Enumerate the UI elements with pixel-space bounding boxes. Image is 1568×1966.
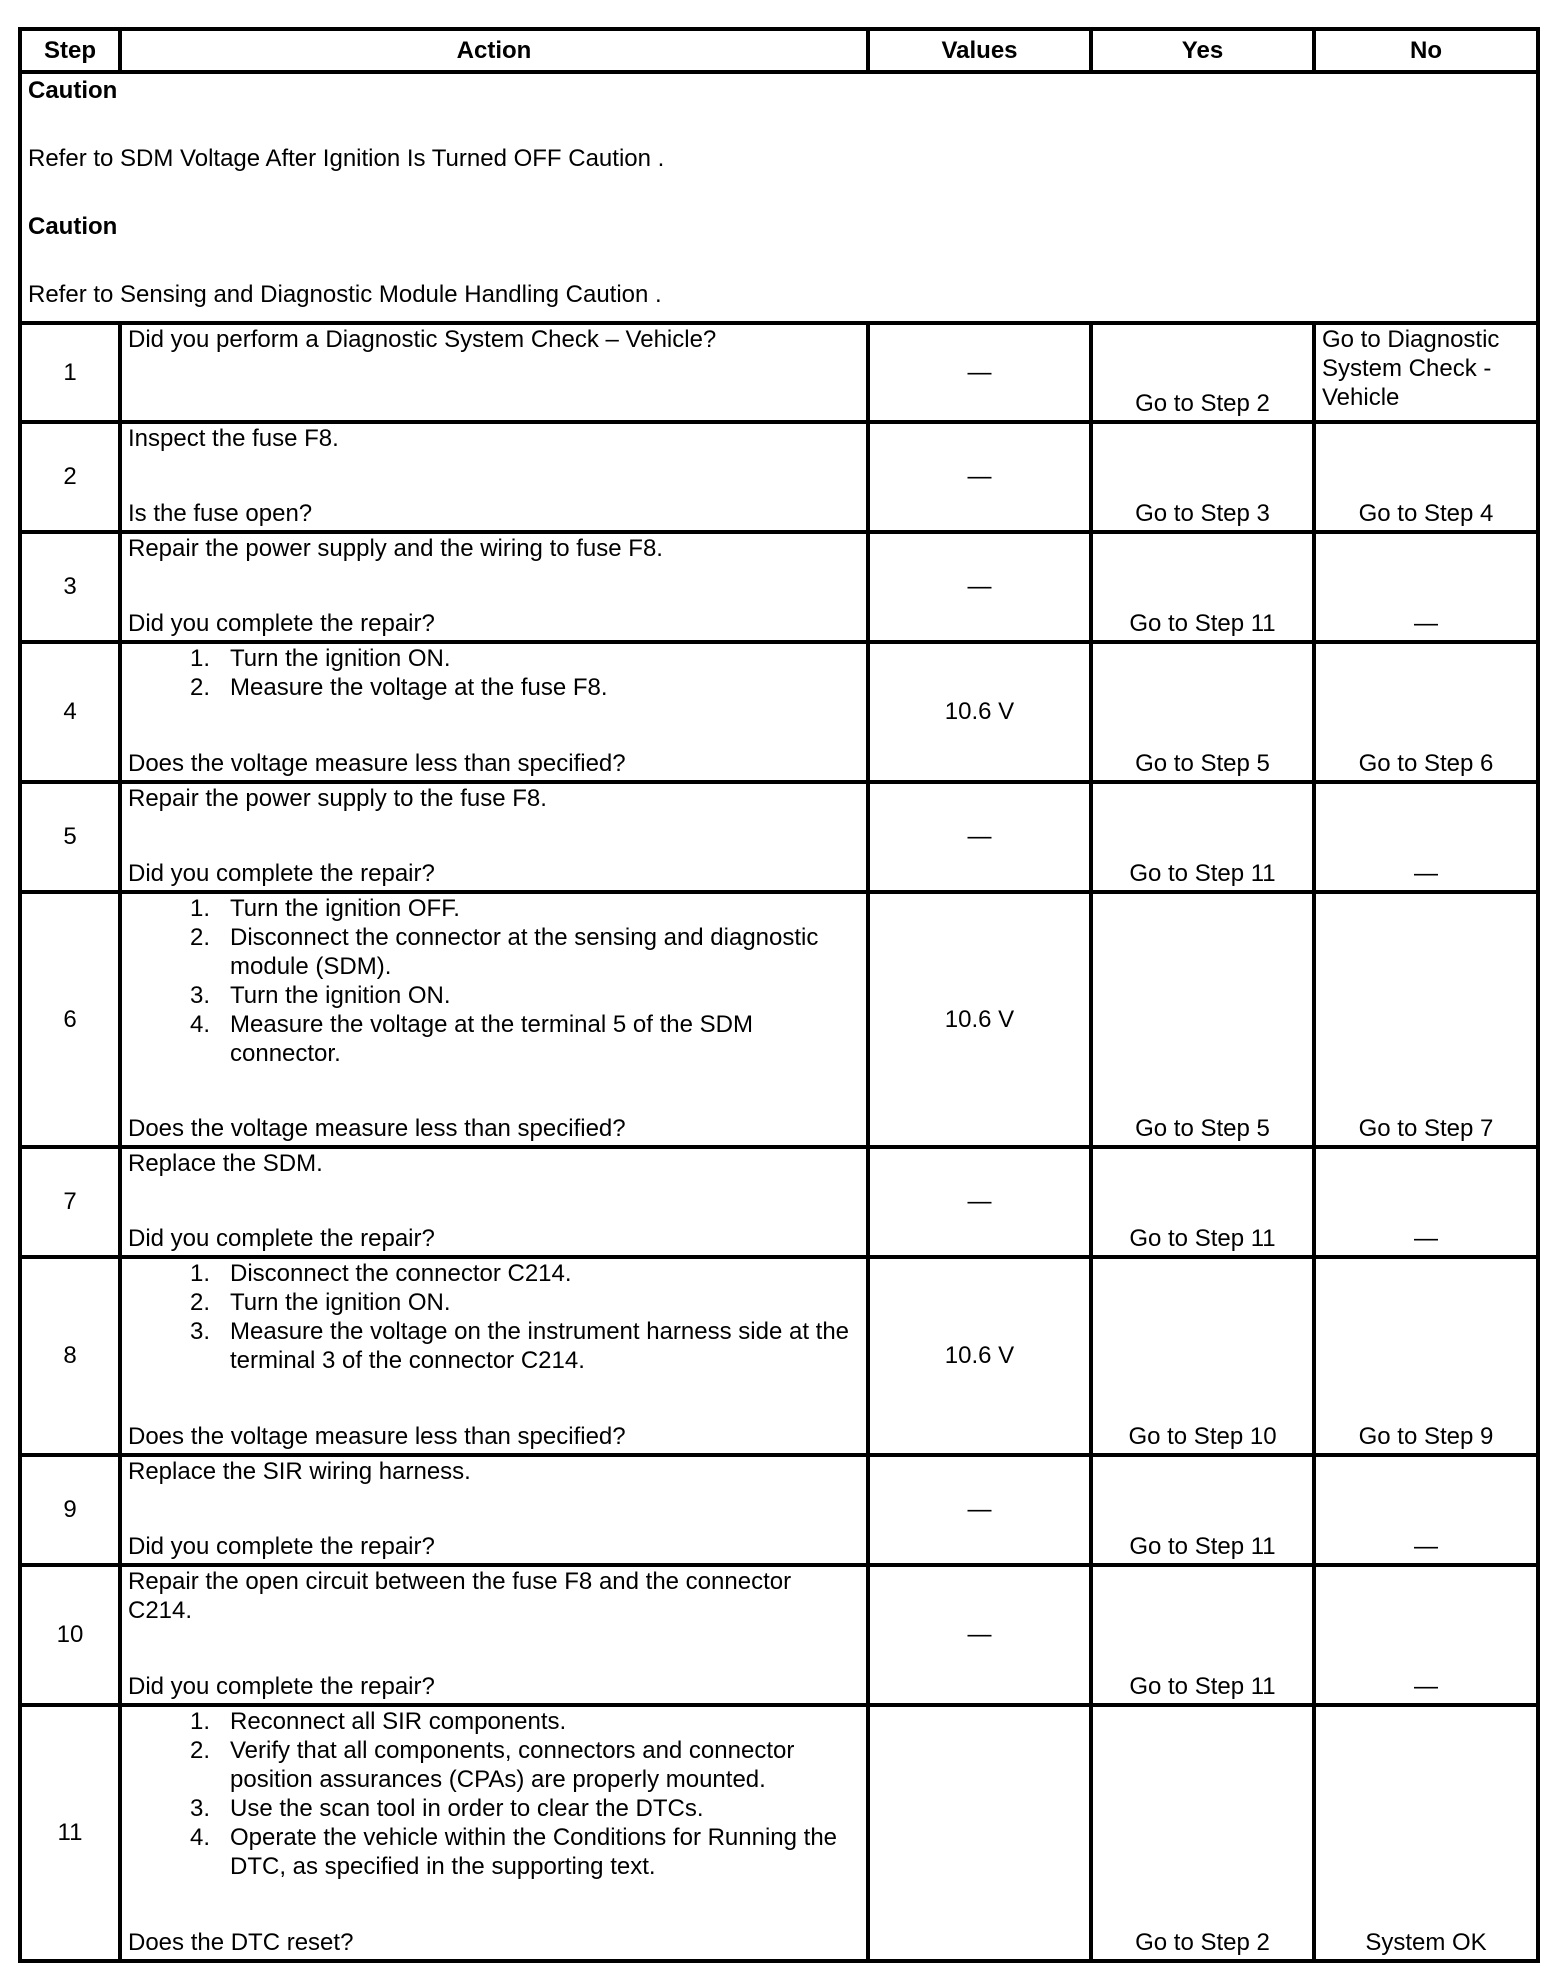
step-number: 2	[20, 422, 120, 532]
action-question: Is the fuse open?	[128, 500, 313, 527]
action-question: Did you complete the repair?	[128, 1533, 435, 1560]
no-result: System OK	[1365, 1929, 1487, 1956]
action-cell	[120, 642, 868, 782]
action-instruction: Replace the SIR wiring harness.	[128, 1458, 471, 1485]
no-result: Go to Step 7	[1358, 1115, 1494, 1142]
yes-cell	[1091, 892, 1314, 1147]
value-cell: —	[868, 422, 1091, 532]
caution-cell	[20, 72, 1538, 323]
yes-cell	[1091, 1565, 1314, 1705]
action-steps-list	[128, 644, 860, 702]
action-step-item	[180, 673, 860, 702]
header-row	[20, 29, 1538, 72]
no-cell	[1314, 1257, 1538, 1455]
table-row	[20, 642, 1538, 782]
no-result: —	[1414, 610, 1438, 637]
action-instruction: Repair the open circuit between the fuse F8 and the connector C214.	[128, 1568, 792, 1624]
action-step-number: 2.	[189, 924, 210, 951]
action-step-text: Measure the voltage on the instrument harness side at the terminal 3 of the connector C214.	[230, 1318, 850, 1374]
no-cell	[1314, 1705, 1538, 1961]
value-cell: 10.6 V	[868, 642, 1091, 782]
no-cell	[1314, 422, 1538, 532]
no-result: Go to Diagnostic System Check - Vehicle	[1322, 326, 1500, 411]
no-result: —	[1414, 1533, 1438, 1560]
no-cell	[1314, 1565, 1538, 1705]
action-instruction: Did you perform a Diagnostic System Check – Vehicle?	[128, 326, 717, 353]
header-step: Step	[20, 29, 120, 72]
value-cell: —	[868, 532, 1091, 642]
action-question: Does the voltage measure less than specified?	[128, 750, 626, 777]
action-step-text: Measure the voltage at the fuse F8.	[230, 674, 608, 701]
action-steps-list	[128, 894, 860, 1068]
action-step-text: Verify that all components, connectors and connector position assurances (CPAs) are properly mounted.	[230, 1737, 795, 1793]
action-step-item	[180, 1259, 860, 1288]
action-step-text: Turn the ignition ON.	[230, 982, 451, 1009]
action-cell	[120, 1257, 868, 1455]
no-result: —	[1414, 860, 1438, 887]
value-cell: —	[868, 323, 1091, 422]
table-row	[20, 532, 1538, 642]
yes-cell	[1091, 323, 1314, 422]
action-question: Does the voltage measure less than specified?	[128, 1423, 626, 1450]
yes-result: Go to Step 11	[1129, 610, 1276, 637]
yes-cell	[1091, 1705, 1314, 1961]
no-cell	[1314, 1455, 1538, 1565]
yes-result: Go to Step 5	[1135, 750, 1270, 777]
action-step-text: Measure the voltage at the terminal 5 of the SDM connector.	[230, 1011, 753, 1067]
action-step-text: Disconnect the connector at the sensing and diagnostic module (SDM).	[230, 924, 819, 980]
action-instruction: Inspect the fuse F8.	[128, 425, 339, 452]
action-step-number: 1.	[189, 1708, 210, 1735]
action-step-item	[180, 644, 860, 673]
table-row	[20, 422, 1538, 532]
yes-cell	[1091, 1147, 1314, 1257]
yes-result: Go to Step 11	[1129, 1533, 1276, 1560]
action-step-number: 3.	[189, 982, 210, 1009]
action-step-number: 1.	[189, 1260, 210, 1287]
value-cell: —	[868, 782, 1091, 892]
action-cell	[120, 1147, 868, 1257]
yes-cell	[1091, 1455, 1314, 1565]
caution-row	[20, 72, 1538, 323]
action-step-item	[180, 1288, 860, 1317]
value-cell: 10.6 V	[868, 892, 1091, 1147]
action-cell	[120, 323, 868, 422]
yes-result: Go to Step 3	[1135, 500, 1270, 527]
action-question: Did you complete the repair?	[128, 860, 435, 887]
no-result: Go to Step 4	[1358, 500, 1494, 527]
yes-cell	[1091, 782, 1314, 892]
header-no: No	[1314, 29, 1538, 72]
header-values: Values	[868, 29, 1091, 72]
action-cell	[120, 1455, 868, 1565]
action-step-number: 3.	[189, 1318, 210, 1345]
no-cell	[1314, 1147, 1538, 1257]
action-instruction: Replace the SDM.	[128, 1150, 323, 1177]
action-step-text: Reconnect all SIR components.	[230, 1708, 567, 1735]
caution-text: Refer to Sensing and Diagnostic Module Handling Caution .	[28, 281, 662, 308]
action-question: Does the voltage measure less than specified?	[128, 1115, 626, 1142]
yes-result: Go to Step 2	[1135, 390, 1270, 417]
action-step-number: 2.	[189, 1737, 210, 1764]
action-cell	[120, 422, 868, 532]
action-step-text: Operate the vehicle within the Conditions for Running the DTC, as specified in the supporting text.	[230, 1824, 838, 1880]
action-step-item	[180, 1794, 860, 1823]
caution-title: Caution	[28, 213, 118, 240]
yes-cell	[1091, 1257, 1314, 1455]
action-step-number: 2.	[189, 674, 210, 701]
step-number: 4	[20, 642, 120, 782]
step-number: 11	[20, 1705, 120, 1961]
action-cell	[120, 1565, 868, 1705]
no-cell	[1314, 892, 1538, 1147]
table-row	[20, 892, 1538, 1147]
value-cell	[868, 1705, 1091, 1961]
value-cell: 10.6 V	[868, 1257, 1091, 1455]
action-instruction: Repair the power supply and the wiring to fuse F8.	[128, 535, 663, 562]
step-number: 9	[20, 1455, 120, 1565]
yes-result: Go to Step 5	[1135, 1115, 1270, 1142]
action-step-item	[180, 1823, 860, 1881]
step-number: 7	[20, 1147, 120, 1257]
no-result: Go to Step 9	[1358, 1423, 1494, 1450]
action-cell	[120, 892, 868, 1147]
action-step-number: 4.	[189, 1011, 210, 1038]
no-result: —	[1414, 1225, 1438, 1252]
value-cell: —	[868, 1565, 1091, 1705]
table-row	[20, 1257, 1538, 1455]
yes-cell	[1091, 642, 1314, 782]
no-cell	[1314, 532, 1538, 642]
caution-text: Refer to SDM Voltage After Ignition Is Turned OFF Caution .	[28, 145, 665, 172]
yes-result: Go to Step 10	[1128, 1423, 1277, 1450]
table-row	[20, 1147, 1538, 1257]
action-steps-list	[128, 1259, 860, 1375]
action-steps-list	[128, 1707, 860, 1881]
action-step-item	[180, 1317, 860, 1375]
no-cell	[1314, 782, 1538, 892]
action-step-number: 1.	[189, 895, 210, 922]
action-step-item	[180, 1707, 860, 1736]
yes-result: Go to Step 11	[1129, 860, 1276, 887]
action-step-number: 3.	[189, 1795, 210, 1822]
action-question: Does the DTC reset?	[128, 1929, 354, 1956]
step-number: 3	[20, 532, 120, 642]
action-step-text: Use the scan tool in order to clear the DTCs.	[230, 1795, 704, 1822]
yes-result: Go to Step 11	[1129, 1673, 1276, 1700]
yes-result: Go to Step 2	[1135, 1929, 1270, 1956]
no-cell	[1314, 323, 1538, 422]
step-number: 6	[20, 892, 120, 1147]
no-cell	[1314, 642, 1538, 782]
step-number: 5	[20, 782, 120, 892]
step-number: 1	[20, 323, 120, 422]
caution-title: Caution	[28, 77, 118, 104]
table-row	[20, 1705, 1538, 1961]
table-row	[20, 323, 1538, 422]
yes-cell	[1091, 532, 1314, 642]
action-step-number: 4.	[189, 1824, 210, 1851]
action-cell	[120, 532, 868, 642]
value-cell: —	[868, 1147, 1091, 1257]
action-step-item	[180, 923, 860, 981]
yes-cell	[1091, 422, 1314, 532]
step-number: 8	[20, 1257, 120, 1455]
action-question: Did you complete the repair?	[128, 1225, 435, 1252]
table-row	[20, 782, 1538, 892]
action-question: Did you complete the repair?	[128, 610, 435, 637]
value-cell: —	[868, 1455, 1091, 1565]
header-yes: Yes	[1091, 29, 1314, 72]
action-step-item	[180, 981, 860, 1010]
action-cell	[120, 782, 868, 892]
action-step-item	[180, 894, 860, 923]
action-step-item	[180, 1736, 860, 1794]
action-instruction: Repair the power supply to the fuse F8.	[128, 785, 547, 812]
action-step-text: Turn the ignition ON.	[230, 645, 451, 672]
table-row	[20, 1455, 1538, 1565]
action-step-item	[180, 1010, 860, 1068]
action-step-number: 1.	[189, 645, 210, 672]
action-step-text: Turn the ignition ON.	[230, 1289, 451, 1316]
action-cell	[120, 1705, 868, 1961]
action-step-text: Disconnect the connector C214.	[230, 1260, 572, 1287]
header-action: Action	[120, 29, 868, 72]
no-result: Go to Step 6	[1358, 750, 1494, 777]
diagnostic-table	[18, 27, 1540, 1963]
action-step-text: Turn the ignition OFF.	[230, 895, 460, 922]
yes-result: Go to Step 11	[1129, 1225, 1276, 1252]
no-result: —	[1414, 1673, 1438, 1700]
step-number: 10	[20, 1565, 120, 1705]
table-row	[20, 1565, 1538, 1705]
action-question: Did you complete the repair?	[128, 1673, 435, 1700]
action-step-number: 2.	[189, 1289, 210, 1316]
